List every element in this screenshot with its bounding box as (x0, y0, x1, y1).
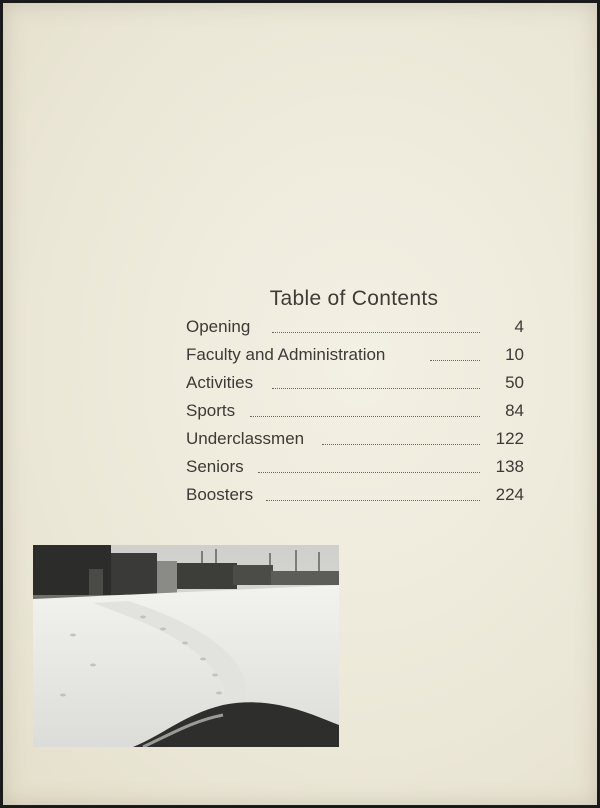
toc-entry-label: Faculty and Administration (186, 345, 386, 364)
toc-entry[interactable] (186, 399, 524, 423)
dot-leader (322, 444, 480, 445)
dot-leader (272, 332, 480, 333)
snow-campus-photo (33, 545, 339, 747)
toc-entry-page: 138 (495, 457, 524, 476)
toc-entry-label: Seniors (186, 457, 244, 476)
toc-entry-page: 122 (495, 429, 524, 448)
yearbook-page (3, 3, 597, 805)
toc-entry[interactable] (186, 315, 524, 339)
toc-entry[interactable] (186, 455, 524, 479)
toc-entry-label: Opening (186, 317, 251, 336)
toc-entry[interactable] (186, 343, 524, 367)
toc-entry-label: Sports (186, 401, 236, 420)
toc-entry-label: Underclassmen (186, 429, 305, 448)
dot-leader (266, 500, 480, 501)
toc-entry[interactable] (186, 371, 524, 395)
toc-entry-label: Activities (186, 373, 254, 392)
toc-entry-page: 10 (505, 345, 524, 364)
toc-entry-page: 50 (505, 373, 524, 392)
toc-entry[interactable] (186, 483, 524, 507)
photo-illustration (33, 545, 339, 747)
toc-entry-page: 224 (495, 485, 524, 504)
toc-entry[interactable] (186, 427, 524, 451)
dot-leader (430, 360, 480, 361)
toc-entry-label: Boosters (186, 485, 254, 504)
dot-leader (272, 388, 480, 389)
dot-leader (258, 472, 480, 473)
dot-leader (250, 416, 480, 417)
toc-entry-page: 84 (505, 401, 524, 420)
toc-title: Table of Contents (269, 287, 439, 310)
toc-entry-page: 4 (514, 317, 524, 336)
